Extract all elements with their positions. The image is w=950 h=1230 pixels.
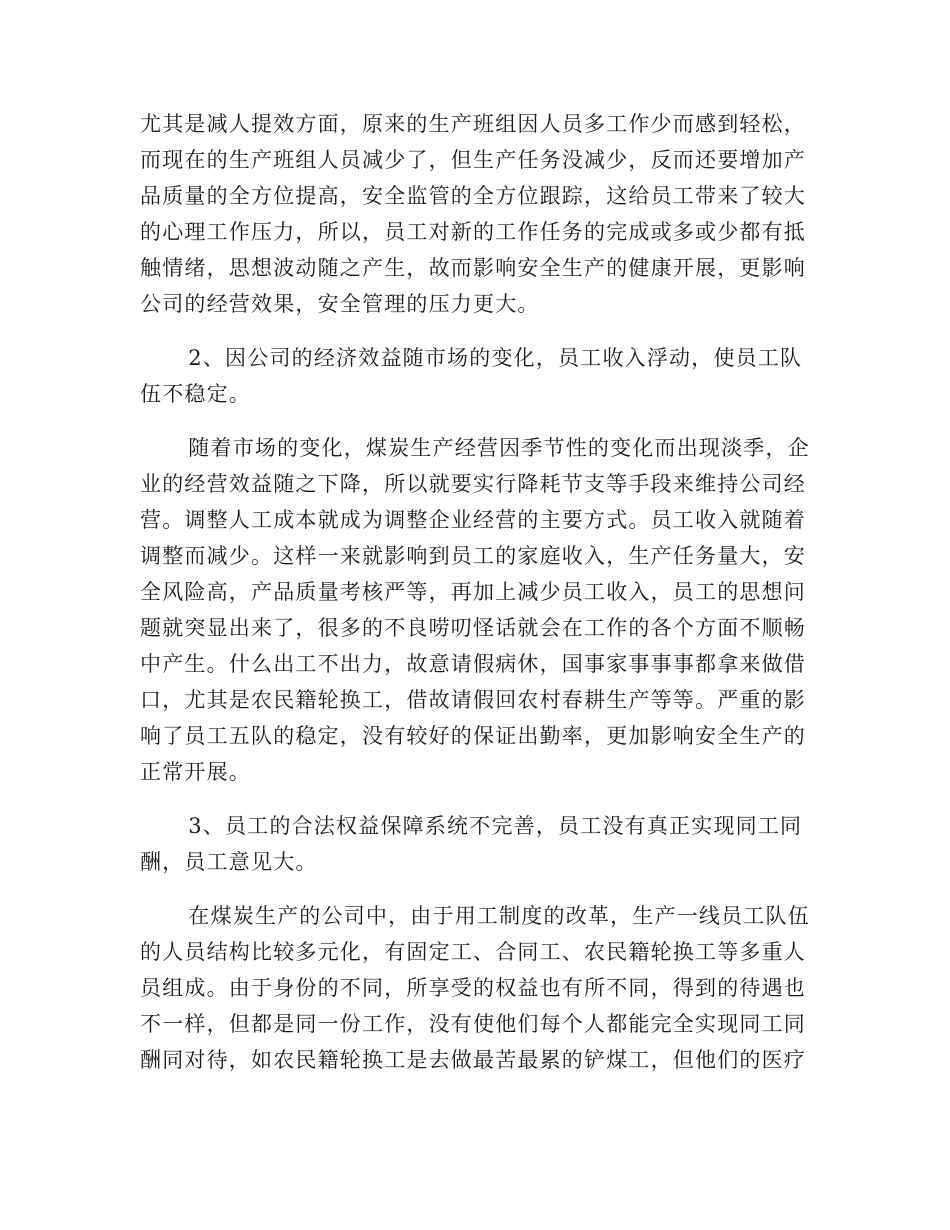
- document-body: [140, 106, 810, 1078]
- paragraph-employment-reform: 在煤炭生产的公司中，由于用工制度的改革，生产一线员工队伍的人员结构比较多元化，有固定工、合同工、农民籍轮换工等多重人员组成。由于身份的不同，所享受的权益也有所不同，得到的待遇也不一样，但都是同一份工作，没有使他们每个人都能完全实现同工同酬同对待，如农民籍轮换工是去做最苦最累的铲煤工，但他们的医疗: [140, 904, 810, 1072]
- section-heading-3: 3、员工的合法权益保障系统不完善，员工没有真正实现同工同酬，员工意见大。: [140, 814, 803, 874]
- paragraph-market-changes: 随着市场的变化，煤炭生产经营因季节性的变化而出现淡季，企业的经营效益随之下降，所以就要实行降耗节支等手段来维持公司经营。调整人工成本就成为调整企业经营的主要方式。员工收入就随着调整而减少。这样一来就影响到员工的家庭收入，生产任务量大，安全风险高，产品质量考核严等，再加上减少员工收入，员工的思想问题就突显出来了，很多的不良唠叨怪话就会在工作的各个方面不顺畅中产生。什么出工不出力，故意请假病休，国事家事事事都拿来做借口，尤其是农民籍轮换工，借故请假回农村春耕生产等等。严重的影响了员工五队的稳定，没有较好的保证出勤率，更加影响安全生产的正常开展。: [140, 436, 810, 784]
- paragraph-continuation: 尤其是减人提效方面，原来的生产班组因人员多工作少而感到轻松，而现在的生产班组人员减少了，但生产任务没减少，反而还要增加产品质量的全方位提高，安全监管的全方位跟踪，这给员工带来了较大的心理工作压力，所以，员工对新的工作任务的完成或多或少都有抵触情绪，思想波动随之产生，故而影响安全生产的健康开展，更影响公司的经营效果，安全管理的压力更大。: [140, 112, 806, 316]
- section-heading-2: 2、因公司的经济效益随市场的变化，员工收入浮动，使员工队伍不稳定。: [140, 346, 803, 406]
